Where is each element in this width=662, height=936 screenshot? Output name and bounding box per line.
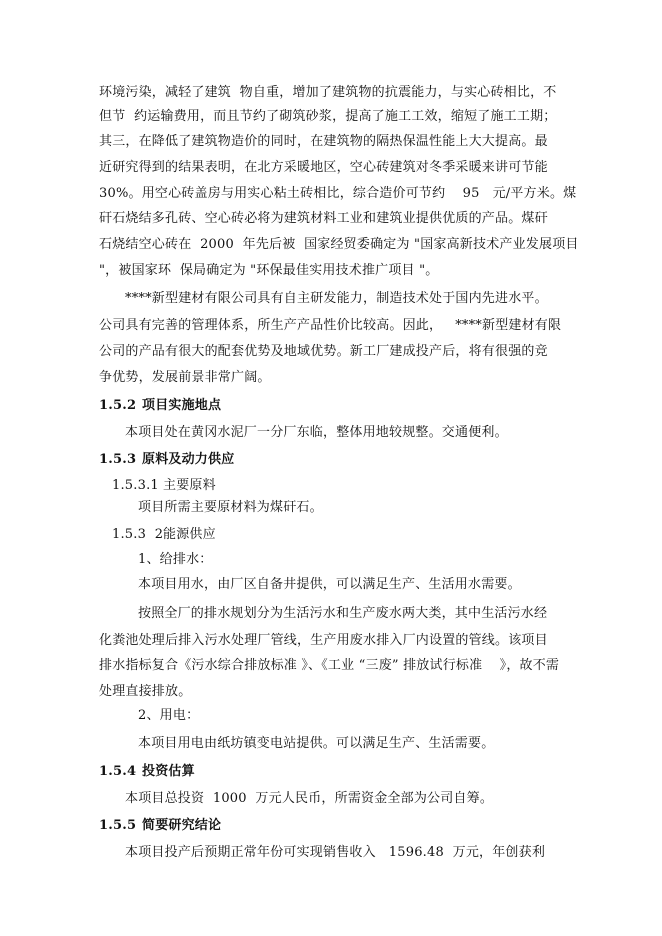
section-number: 1.5.2 [99, 398, 137, 413]
subsection-number: 1.5.3 2 [112, 527, 164, 542]
paragraph-line: 按照全厂的排水规划分为生活污水和生产废水两大类，其中生活污水经 [138, 606, 548, 621]
list-label: 2、用电： [138, 708, 200, 723]
paragraph-line: 30%。用空心砖盖房与用实心粘土砖相比，综合造价可节约 95 元/平方米。煤 [99, 186, 577, 201]
paragraph-line: 石烧结空心砖在 2000 年先后被 国家经贸委确定为 "国家高新技术产业发展项目 [99, 237, 579, 252]
paragraph-line: 本项目总投资 1000 万元人民币，所需资金全部为公司自筹。 [125, 791, 494, 806]
paragraph-line: 本项目用水，由厂区自备井提供，可以满足生产、生活用水需要。 [138, 577, 521, 592]
paragraph-line: 其三，在降低了建筑物造价的同时，在建筑物的隔热保温性能上大大提高。最 [99, 134, 548, 149]
paragraph-line: 公司具有完善的管理体系，所生产产品性价比较高。因此， ****新型建材有限 [99, 318, 562, 333]
section-heading: 简要研究结论 [142, 818, 222, 833]
section-number: 1.5.5 [99, 818, 137, 833]
paragraph-line: 处理直接排放。 [99, 684, 192, 699]
section-number: 1.5.3 [99, 452, 137, 467]
section-heading: 原料及动力供应 [142, 452, 235, 467]
paragraph-line: 矸石烧结多孔砖、空心砖必将为建筑材料工业和建筑业提供优质的产品。煤矸 [99, 211, 548, 226]
section-heading: 投资估算 [142, 764, 195, 779]
paragraph-line: 本项目处在黄冈水泥厂一分厂东临，整体用地较规整。交通便利。 [125, 425, 508, 440]
paragraph-line: 项目所需主要原材料为煤矸石。 [138, 500, 323, 515]
paragraph-line: 环境污染，减轻了建筑 物自重，增加了建筑物的抗震能力，与实心砖相比，不 [99, 85, 557, 100]
paragraph-line: 但节 约运输费用，而且节约了砌筑砂浆，提高了施工工效，缩短了施工工期； [99, 109, 557, 124]
list-label: 1、给排水： [138, 552, 213, 567]
paragraph-line: 争优势，发展前景非常广阔。 [99, 370, 271, 385]
subsection-number: 1.5.3.1 [112, 478, 159, 493]
paragraph-line: 排水指标复合《污水综合排放标准 》、《工业 “三废” 排放试行标准 》，故不需 [99, 658, 560, 673]
paragraph-line: ****新型建材有限公司具有自主研发能力，制造技术处于国内先进水平。 [125, 291, 548, 306]
subsection-heading: 主要原料 [163, 478, 216, 493]
paragraph-line: 本项目用电由纸坊镇变电站提供。可以满足生产、生活需要。 [138, 736, 495, 751]
paragraph-line: "，被国家环 保局确定为 "环保最佳实用技术推广项目 "。 [99, 263, 439, 278]
paragraph-line: 本项目投产后预期正常年份可实现销售收入 1596.48 万元，年创获利 [125, 845, 546, 860]
paragraph-line: 化粪池处理后排入污水处理厂管线，生产用废水排入厂内设置的管线。该项目 [99, 633, 548, 648]
section-heading: 项目实施地点 [142, 398, 222, 413]
subsection-heading: 能源供应 [163, 527, 216, 542]
paragraph-line: 近研究得到的结果表明，在北方采暖地区，空心砖建筑对冬季采暖来讲可节能 [99, 160, 548, 175]
paragraph-line: 公司的产品有很大的配套优势及地域优势。新工厂建成投产后，将有很强的竞 [99, 344, 548, 359]
section-number: 1.5.4 [99, 764, 137, 779]
